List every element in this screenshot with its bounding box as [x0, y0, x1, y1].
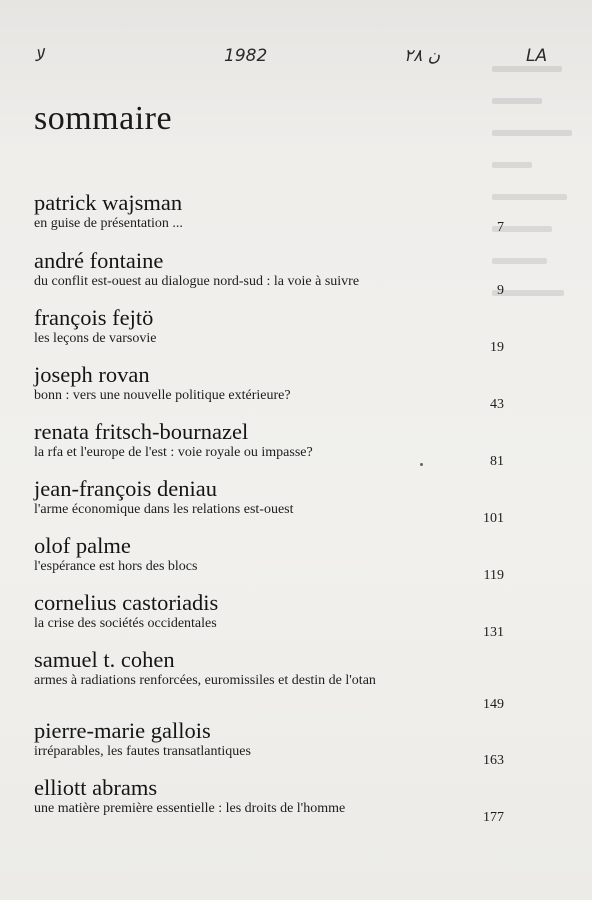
toc-entry [34, 590, 504, 641]
toc-author: olof palme [34, 533, 131, 558]
toc-entry [34, 476, 504, 527]
toc-author: andré fontaine [34, 248, 164, 273]
toc-author: joseph rovan [34, 362, 150, 387]
toc-subtitle: l'arme économique dans les relations est-ouest [34, 502, 294, 517]
toc-entry [34, 190, 504, 236]
toc-subtitle: bonn : vers une nouvelle politique extérieure? [34, 388, 291, 403]
toc-page-number: 131 [483, 625, 504, 640]
toc-subtitle: les leçons de varsovie [34, 331, 157, 346]
page-title: sommaire [34, 100, 173, 137]
toc-subtitle: l'espérance est hors des blocs [34, 559, 198, 574]
toc-page-number: 149 [483, 697, 504, 712]
toc-subtitle: une matière première essentielle : les droits de l'homme [34, 801, 346, 816]
toc-page-number: 163 [483, 753, 504, 768]
toc-page-number: 81 [490, 454, 504, 469]
handwritten-number: ۲۸ ن [404, 46, 441, 66]
toc-subtitle: du conflit est-ouest au dialogue nord-sud : la voie à suivre [34, 274, 360, 289]
toc-author: cornelius castoriadis [34, 590, 219, 615]
toc-entry [34, 718, 504, 769]
toc-author: elliott abrams [34, 775, 158, 800]
toc-entry [34, 533, 504, 584]
toc-entry [34, 248, 504, 299]
toc-author: jean-françois deniau [34, 476, 218, 501]
toc-subtitle: armes à radiations renforcées, euromissiles et destin de l'otan [34, 673, 376, 688]
toc-page-number: 177 [483, 810, 504, 825]
toc-page-number: 43 [490, 397, 504, 412]
handwritten-annotation-right: LA [526, 46, 548, 66]
toc-author: françois fejtö [34, 305, 154, 330]
toc-subtitle: en guise de présentation ... [34, 216, 183, 231]
toc-entry [34, 362, 504, 413]
toc-page-number: 119 [483, 568, 504, 583]
toc-entry [34, 647, 504, 713]
toc-author: samuel t. cohen [34, 647, 175, 672]
toc-subtitle: la rfa et l'europe de l'est : voie royale ou impasse? [34, 445, 313, 460]
toc-page-number: 19 [490, 340, 504, 355]
toc-entry [34, 419, 504, 470]
toc-author: renata fritsch-bournazel [34, 419, 249, 444]
toc-page-number: 9 [497, 283, 504, 298]
toc-subtitle: la crise des sociétés occidentales [34, 616, 217, 631]
toc-entry [34, 775, 504, 826]
toc-subtitle: irréparables, les fautes transatlantiques [34, 744, 251, 759]
toc-page-number: 7 [497, 220, 504, 235]
toc-entry [34, 305, 504, 356]
table-of-contents [34, 190, 504, 826]
toc-page-number: 101 [483, 511, 504, 526]
handwritten-year: 1982 [224, 46, 268, 66]
toc-author: pierre-marie gallois [34, 718, 211, 743]
ink-speck [420, 463, 423, 466]
toc-author: patrick wajsman [34, 190, 183, 215]
handwritten-annotation-left: لا [34, 46, 44, 66]
bleed-through-marks [492, 40, 592, 460]
